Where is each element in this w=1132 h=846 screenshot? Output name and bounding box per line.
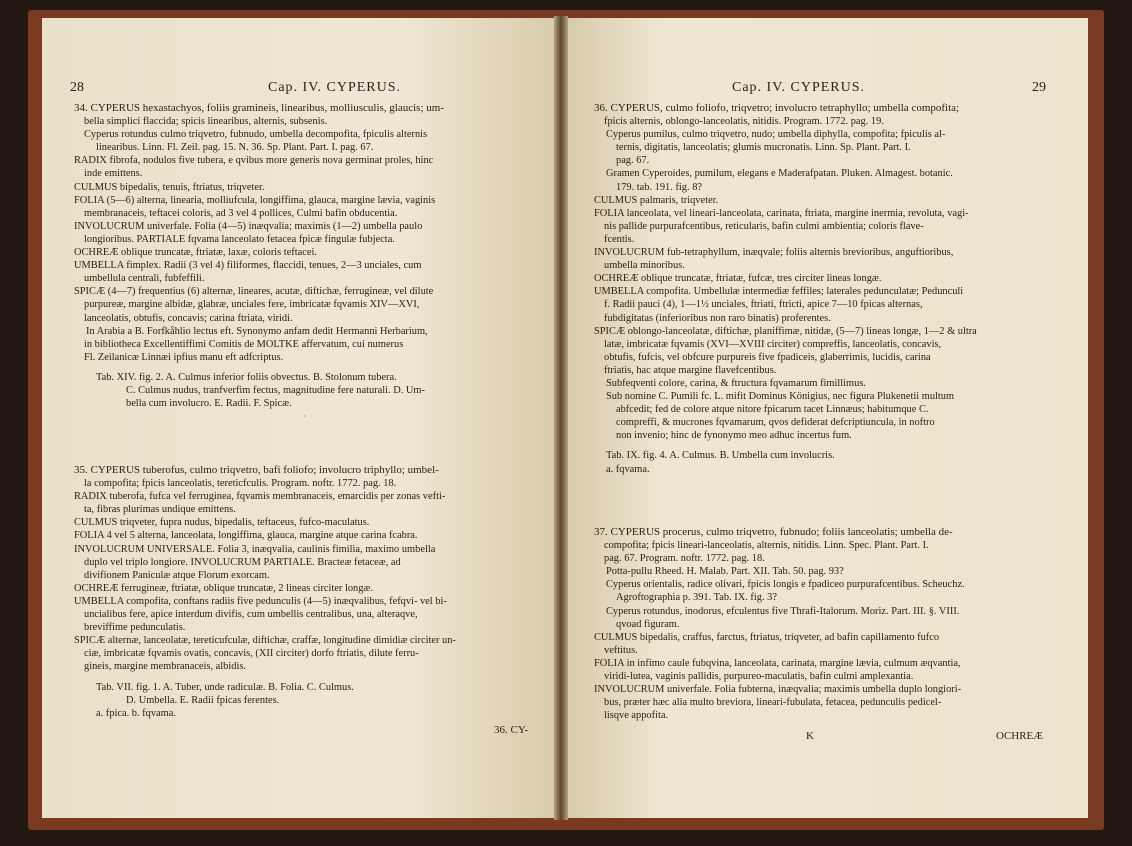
text-line: fpicis alternis, oblongo-lanceolatis, nitidis. Program. 1772. pag. 19. (604, 116, 884, 128)
text-line: Cyperus rotundus, inodorus, efculentus five Thrafi-Italorum. Moriz. Part. III. §. VIII. (606, 605, 960, 617)
text-line: umbellula centrali, fubfeffili. (84, 273, 205, 285)
text-line: inde emittens. (84, 168, 143, 180)
text-line: breviffime pedunculatis. (84, 622, 186, 634)
text-line: UMBELLA compofita, conftans radiis five pedunculis (4—5) inæqvalibus, fefqvi- vel bi- (74, 595, 447, 607)
text-line: In Arabia a B. Forfkåhlio lectus eft. Synonymo anfam dedit Hermanni Herbarium, (86, 325, 428, 337)
text-line: non invenio; hinc de fynonymo meo adhuc incertus fum. (616, 430, 852, 442)
text-line: ta, fibras plurimas undique emittens. (84, 504, 236, 516)
text-line: UMBELLA fimplex. Radii (3 vel 4) filiformes, flaccidi, tenues, 2—3 unciales, cum (74, 260, 422, 272)
signature-mark: K (806, 730, 814, 742)
text-line: pag. 67. (616, 155, 650, 167)
text-line: divifionem Paniculæ atque Florum exorcam. (84, 569, 270, 581)
catchword: 36. CY- (494, 724, 529, 736)
text-line: C. Culmus nudus, tranfverfim fectus, magnitudine fere naturali. D. Um- (126, 384, 425, 396)
text-line: Cyperus pumilus, culmo triqvetro, nudo; umbella diphylla, compofita; fpiculis al- (606, 129, 946, 141)
text-line: lanceolatis, obtufis, concavis; carina ftriata, viridi. (84, 312, 293, 324)
text-line: abfcedit; fed de colore atque nitore fpicarum tacet Linnæus; habitumque C. (616, 404, 929, 416)
text-line: ternis, digitatis, lanceolatis; glumis mucronatis. Linn. Sp. Plant. Part. I. (616, 142, 911, 154)
text-line: viridi-lutea, vaginis pallidis, purpureo-maculatis, bafin culmi amplexantia. (604, 671, 914, 683)
text-line: bella simplici flaccida; spicis linearibus, alternis, subsenis. (84, 116, 328, 128)
text-line: RADIX fibrofa, nodulos five tubera, e qvibus more generis nova germinat proles, hinc (74, 155, 434, 167)
text-line: FOLIA lanceolata, vel lineari-lanceolata, carinata, ftriata, margine inermia, revoluta, vagi- (594, 207, 969, 219)
text-line: OCHREÆ ferrugineæ, ftriatæ, oblique truncatæ, 2 lineas circiter longæ. (74, 582, 373, 594)
text-line: Sub nomine C. Pumili fc. L. mifit Dominus Königius, nec figura Plukenetii multum (606, 391, 955, 403)
text-line: compofita; fpicis lineari-lanceolatis, alternis, nitidis. Linn. Spec. Plant. Part. I. (604, 540, 929, 552)
text-line: SPICÆ alternæ, lanceolatæ, tereticufculæ, diftichæ, craffæ, longitudine dimidiæ circiter un- (74, 635, 456, 647)
text-line: FOLIA (5—6) alterna, linearia, molliufcula, longiffima, glauca, margine lævia, vaginis (74, 194, 436, 206)
text-line: SPICÆ oblongo-lanceolatæ, diftichæ, planiffimæ, nitidæ, (5—7) lineas longæ, 1—2 & ultra (594, 325, 977, 337)
text-line: linearibus. Linn. Fl. Zeil. pag. 15. N. 36. Sp. Plant. Part. I. pag. 67. (96, 142, 374, 154)
text-line: nis pallide purpurafcentibus, reticularis, bafin culmi ambientia; coloris flave- (604, 220, 924, 232)
running-head: Cap. IV. CYPERUS. (732, 80, 866, 95)
text-line: UMBELLA compofita. Umbellulæ intermediæ feffiles; laterales pedunculatæ; Pedunculi (594, 286, 964, 298)
text-line: in bibliotheca Excellentiffimi Comitis de MOLTKE affervatum, cui numerus (84, 338, 404, 350)
separator-ornament: · (303, 412, 307, 422)
text-line: INVOLUCRUM univerfale. Folia (4—5) inæqvalia; maximis (1—2) umbella paulo (74, 220, 423, 232)
text-line: gineis, margine membranaceis, albidis. (84, 661, 246, 673)
page-number: 29 (1032, 80, 1046, 95)
entry-heading: 36. CYPERUS, culmo foliofo, triqvetro; involucro tetraphyllo; umbella compofita; (594, 102, 960, 114)
catchword: OCHREÆ (996, 730, 1044, 742)
text-line: FOLIA 4 vel 5 alterna, lanceolata, longiffima, glauca, margine atque carina fcabra. (74, 530, 418, 542)
text-line: Cyperus orientalis, radice olivari, fpicis longis e fpadiceo purpurafcentibus. Scheuchz. (606, 579, 965, 591)
text-line: purpureæ, margine albidæ, glabræ, unciales fere, imbricatæ fqvamis XIV—XVI, (84, 299, 420, 311)
right-page (568, 18, 1088, 818)
text-line: 179. tab. 191. fig. 8? (616, 181, 702, 193)
entry-heading: 35. CYPERUS tuberofus, culmo triqvetro, bafi foliofo; involucro triphyllo; umbel- (74, 464, 439, 476)
text-line: obtufis, fufcis, vel obfcure purpureis five fpadiceis, glaberrimis, lucidis, carina (604, 351, 931, 363)
figure-caption: Tab. VII. fig. 1. A. Tuber, unde radiculæ. B. Folia. C. Culmus. (96, 681, 354, 693)
text-line: RADIX tuberofa, fufca vel ferruginea, fqvamis membranaceis, emarcidis per zonas vefti- (74, 491, 446, 503)
text-line: D. Umbella. E. Radii fpicas ferentes. (126, 694, 280, 706)
text-line: bus, præter hæc alia multo breviora, lineari-fubulata, fetacea, pedunculis pedicel- (604, 697, 942, 709)
page-number: 28 (70, 80, 84, 95)
entry-heading: 34. CYPERUS hexastachyos, foliis gramineis, linearibus, molliusculis, glaucis; um- (74, 102, 444, 114)
running-head: Cap. IV. CYPERUS. (268, 80, 402, 95)
text-line: INVOLUCRUM univerfale. Folia fubterna, inæqvalia; maximis umbella duplo longiori- (594, 684, 962, 696)
text-line: Fl. Zeilanicæ Linnæi ipfius manu eft adfcriptus. (84, 351, 284, 363)
text-line: latæ, imbricatæ fqvamis (XVI—XVIII circiter) compreffis, lanceolatis, concavis, (604, 338, 942, 350)
text-line: a. fqvama. (606, 463, 650, 475)
entry-37 (594, 526, 1062, 722)
entry-36 (594, 102, 1062, 476)
entry-35 (74, 464, 536, 720)
text-line: CULMUS triqveter, fupra nudus, bipedalis, teftaceus, fufco-maculatus. (74, 517, 370, 529)
text-line: fcentis. (604, 233, 635, 245)
text-line: bella cum involucro. E. Radii. F. Spicæ. (126, 398, 292, 410)
text-line: lisqve appofita. (604, 710, 669, 722)
text-line: duplo vel triplo longiore. INVOLUCRUM PARTIALE. Bracteæ fetaceæ, ad (84, 556, 401, 568)
book-gutter (554, 16, 568, 820)
entry-34 (74, 102, 536, 423)
text-line: Potta-pullu Rheed. H. Malab. Part. XII. Tab. 50. pag. 93? (606, 566, 844, 578)
text-line: Agroftographia p. 391. Tab. IX. fig. 3? (616, 592, 777, 604)
text-line: a. fpica. b. fqvama. (96, 707, 176, 719)
text-line: umbella minoribus. (604, 260, 685, 272)
text-line: Cyperus rotundus culmo triqvetro, fubnudo, umbella decompofita, fpiculis alternis (84, 129, 428, 141)
text-line: f. Radii pauci (4), 1—1½ unciales, ftriati, ftricti, apice 7—10 fpicas alternas, (604, 299, 923, 311)
text-line: uncialibus fere, apice interdum divifis, cum umbellis centralibus, una, alteraqve, (84, 609, 418, 621)
figure-caption: Tab. XIV. fig. 2. A. Culmus inferior foliis obvectus. B. Stolonum tubera. (96, 371, 397, 383)
text-line: qvoad figuram. (616, 618, 680, 630)
text-line: FOLIA in infimo caule fubqvina, lanceolata, carinata, margine lævia, culmum æqvantia, (594, 657, 961, 669)
left-page (42, 18, 554, 818)
text-line: membranaceis, teftacei coloris, ad 3 vel 4 pollices, Culmi bafin obducentia. (84, 207, 398, 219)
text-line: longioribus. PARTIALE fqvama lanceolato fetacea fpicæ fingulæ fubjecta. (84, 233, 395, 245)
text-line: la compofita; fpicis lanceolatis, tereticfculis. Program. noftr. 1772. pag. 18. (84, 478, 397, 490)
text-line: veftitus. (604, 644, 638, 656)
figure-caption: Tab. IX. fig. 4. A. Culmus. B. Umbella cum involucris. (606, 450, 835, 462)
text-line: SPICÆ (4—7) frequentius (6) alternæ, lineares, acutæ, diftichæ, ferrugineæ, vel dilute (74, 286, 434, 298)
text-line: ciæ, imbricatæ fqvamis ovatis, concavis, (XII circiter) dorfo ftriatis, dilute ferru- (84, 648, 419, 660)
text-line: Gramen Cyperoides, pumilum, elegans e Maderafpatan. Pluken. Almagest. botanic. (606, 168, 953, 180)
text-line: INVOLUCRUM UNIVERSALE. Folia 3, inæqvalia, caulinis fimilia, maximo umbella (74, 543, 436, 555)
text-line: OCHREÆ oblique truncatæ, ftriatæ, laxæ, coloris teftacei. (74, 247, 317, 259)
text-line: ftriatis, hac atque margine flavefcentibus. (604, 364, 777, 376)
text-line: CULMUS bipedalis, craffus, farctus, ftriatus, triqveter, ad bafin capillamento fufco (594, 631, 940, 643)
text-line: CULMUS bipedalis, tenuis, ftriatus, triqveter. (74, 181, 265, 193)
text-line: Subfeqventi colore, carina, & ftructura fqvamarum fimillimus. (606, 377, 866, 389)
text-line: OCHREÆ oblique truncatæ, ftriatæ, fufcæ, tres circiter lineas longæ. (594, 273, 882, 285)
text-line: compreffi, & mucrones fqvamarum, qvos defiderat defcriptiuncula, in noftro (616, 417, 935, 429)
entry-heading: 37. CYPERUS procerus, culmo triqvetro, fubnudo; foliis lanceolatis; umbella de- (594, 526, 953, 538)
text-line: pag. 67. Program. noftr. 1772. pag. 18. (604, 553, 765, 565)
text-line: fubdigitatas (inferioribus non raro binatis) proferentes. (604, 312, 831, 324)
text-line: INVOLUCRUM fub-tetraphyllum, inæqvale; foliis alternis brevioribus, anguftioribus, (594, 247, 954, 259)
text-line: CULMUS palmaris, triqveter. (594, 194, 719, 206)
